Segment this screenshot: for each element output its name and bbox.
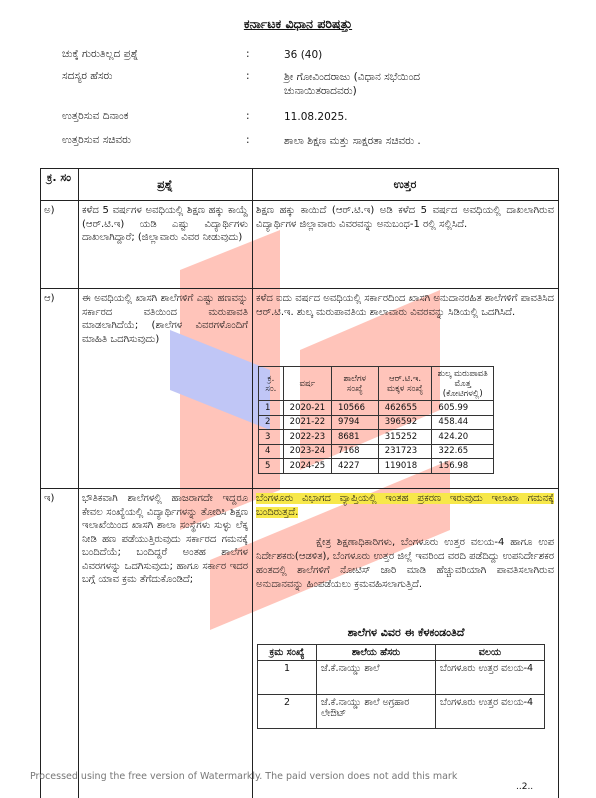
page-title: ಕರ್ನಾಟಕ ವಿಧಾನ ಪರಿಷತ್ತು [243,16,353,31]
meta-label: ಚುಕ್ಕೆ ಗುರುತಿಲ್ಲದ ಪ್ರಶ್ನೆ [62,48,139,60]
table-cell: 2 [258,695,317,729]
answer-text: ಕಳೆದ ಐದು ವರ್ಷದ ಅವಧಿಯಲ್ಲಿ ಸರ್ಕಾರದಿಂದ ಖಾಸಗಿ ಅನುದಾನರಹಿತ ಶಾಲೆಗಳಿಗೆ ಪಾವತಿಸಿದ ಆರ್.ಟಿ.ಇ. ಶುಲ್ಕ ಮರುಪಾವತಿಯ ಶಾಲಾವಾರು ವಿವರವನ್ನು ಸಿಡಿಯಲ್ಲಿ ಒದಗಿಸಿದೆ. [256,293,555,318]
watermark-notice: Processed using the free version of Watermarkly. The paid version does not add this mark [30,771,458,782]
table-cell: 396592 [378,415,432,430]
table-cell: 3 [259,430,284,445]
meta-label: ಸದಸ್ಯರ ಹೆಸರು [62,70,113,82]
table-cell: 315252 [378,430,432,445]
meta-value: ಶ್ರೀ ಗೋವಿಂದರಾಜು (ವಿಧಾನ ಸಭೆಯಿಂದ ಚುನಾಯಿತರಾದವರು) [284,71,421,97]
table-cell: 9794 [331,415,378,430]
meta-label: ಉತ್ತರಿಸುವ ಸಚಿವರು [62,134,131,146]
column-header: ವಲಯ [436,645,545,661]
column-header: ಶುಲ್ಕ ಮರುಪಾವತಿ ಮೊತ್ತ (ಕೋಟಿಗಳಲ್ಲಿ) [432,367,494,401]
table-border [252,168,253,798]
table-cell: 2021-22 [283,415,331,430]
table-cell: 424.20 [432,430,494,445]
reimbursement-table [258,366,494,474]
meta-colon: : [246,110,250,122]
table-border [40,288,558,289]
table-cell: 8681 [331,430,378,445]
table-header-row [258,645,545,661]
table-cell: ಬೆಂಗಳೂರು ಉತ್ತರ ವಲಯ-4 [436,695,545,729]
school-table-title: ಶಾಲೆಗಳ ವಿವರ ಈ ಕೆಳಕಂಡಂತಿದೆ [347,626,465,639]
row-number: ಅ) [44,205,55,216]
table-row [259,415,494,430]
column-header: ಶಾಲೆಗಳ ಸಂಖ್ಯೆ [331,367,378,401]
table-cell: 1 [259,401,284,416]
meta-value: 11.08.2025. [284,111,348,123]
question-text: ಕಳೆದ 5 ವರ್ಷಗಳ ಅವಧಿಯಲ್ಲಿ ಶಿಕ್ಷಣ ಹಕ್ಕು ಕಾಯ್ದೆ (ಆರ್.ಟಿ.ಇ) ಯಡಿ ಎಷ್ಟು ವಿದ್ಯಾರ್ಥಿಗಳು ದಾಖಲಾಗಿದ್ದಾರೆ; (ಜಿಲ್ಲಾವಾರು ವಿವರ ನೀಡುವುದು) [82,205,248,243]
meta-value: ಶಾಲಾ ಶಿಕ್ಷಣ ಮತ್ತು ಸಾಕ್ಷರತಾ ಸಚಿವರು . [284,135,421,147]
meta-value: 36 (40) [284,49,323,61]
table-cell: ಜೆ.ಕೆ.ನಾಯ್ಡು ಶಾಲೆ ಅಗ್ರಹಾರ ಲೇಔಟ್ [317,695,436,729]
table-cell: 10566 [331,401,378,416]
highlighted-text: ಬೆಂಗಳೂರು ವಿಭಾಗದ ವ್ಯಾಪ್ತಿಯಲ್ಲಿ ಇಂತಹ ಪ್ರಕರಣ ಇರುವುದು ಇಲಾಖಾ ಗಮನಕ್ಕೆ ಬಂದಿರುತ್ತದೆ. [256,493,554,518]
table-cell: ಜೆ.ಕೆ.ನಾಯ್ಡು ಶಾಲೆ [317,661,436,695]
column-header: ವರ್ಷ [283,367,331,401]
table-border [78,168,79,798]
table-cell: 458.44 [432,415,494,430]
table-border [40,168,558,169]
table-cell: 2022-23 [283,430,331,445]
column-header: ಶಾಲೆಯ ಹೆಸರು [317,645,436,661]
table-cell: 5 [259,459,284,474]
table-border [40,200,558,201]
table-cell: 462655 [378,401,432,416]
table-cell: 231723 [378,444,432,459]
table-row [259,459,494,474]
column-header: ಕ್ರ. ಸಂ. [259,367,284,401]
table-border [558,168,559,798]
table-cell: 119018 [378,459,432,474]
answer-text: ಶಿಕ್ಷಣ ಹಕ್ಕು ಕಾಯಿದೆ (ಆರ್.ಟಿ.ಇ) ಅಡಿ ಕಳೆದ 5 ವರ್ಷದ ಅವಧಿಯಲ್ಲಿ ದಾಖಲಾಗಿರುವ ವಿದ್ಯಾರ್ಥಿಗಳ ಜಿಲ್ಲಾವಾರು ವಿವರವನ್ನು ಅನುಬಂಧ-1 ರಲ್ಲಿ ಸಲ್ಲಿಸಿದೆ. [256,205,554,230]
table-cell: 605.99 [432,401,494,416]
table-cell: 1 [258,661,317,695]
table-header-row [259,367,494,401]
row-number: ಇ) [44,493,55,504]
meta-colon: : [246,70,250,82]
column-header: ಆರ್.ಟಿ.ಇ. ಮಕ್ಕಳ ಸಂಖ್ಯೆ [378,367,432,401]
table-cell: 4227 [331,459,378,474]
table-cell: ಬೆಂಗಳೂರು ಉತ್ತರ ವಲಯ-4 [436,661,545,695]
school-table [257,644,545,729]
table-row [259,401,494,416]
table-cell: 4 [259,444,284,459]
question-text: ಈ ಅವಧಿಯಲ್ಲಿ ಖಾಸಗಿ ಶಾಲೆಗಳಿಗೆ ಎಷ್ಟು ಹಣವನ್ನು ಸರ್ಕಾರದ ವತಿಯಿಂದ ಮರುಪಾವತಿ ಮಾಡಲಾಗಿದೆಯೆ; (ಶಾಲೆಗಳ ವಿವರಗಳೊಂದಿಗೆ ಮಾಹಿತಿ ಒದಗಿಸುವುದು) [82,293,248,345]
table-row [259,444,494,459]
table-row [259,430,494,445]
row-number: ಆ) [44,293,55,304]
header-answer: ಉತ್ತರ [393,178,417,191]
meta-colon: : [246,134,250,146]
table-cell: 2024-25 [283,459,331,474]
meta-label: ಉತ್ತರಿಸುವ ದಿನಾಂಕ [62,110,129,122]
column-header: ಕ್ರಮ ಸಂಖ್ಯೆ [258,645,317,661]
question-text: ಭೌತಿಕವಾಗಿ ಶಾಲೆಗಳಲ್ಲಿ ಹಾಜರಾಗದೇ ಇದ್ದರೂ ಕೇವಲ ಸಂಖ್ಯೆಯಲ್ಲಿ ವಿದ್ಯಾರ್ಥಿಗಳನ್ನು ತೋರಿಸಿ ಶಿಕ್ಷಣ ಇಲಾಖೆಯಿಂದ ಖಾಸಗಿ ಶಾಲಾ ಸಂಸ್ಥೆಗಳು ಸುಳ್ಳು ಲೆಕ್ಕ ನೀಡಿ ಹಣ ಪಡೆಯುತ್ತಿರುವುದು ಸರ್ಕಾರದ ಗಮನಕ್ಕೆ ಬಂದಿದೆಯೆ; ಬಂದಿದ್ದರೆ ಅಂತಹ ಶಾಲೆಗಳ ವಿವರಗಳನ್ನು ಒದಗಿಸುವುದು; ಹಾಗೂ ಸರ್ಕಾರ ಇದರ ಬಗ್ಗೆ ಯಾವ ಕ್ರಮ ತೆಗೆದುಕೊಂಡಿದೆ; [82,493,248,585]
table-cell: 2 [259,415,284,430]
header-question: ಪ್ರಶ್ನೆ [157,178,173,191]
answer-text: ಕ್ಷೇತ್ರ ಶಿಕ್ಷಣಾಧಿಕಾರಿಗಳು, ಬೆಂಗಳೂರು ಉತ್ತರ ವಲಯ-4 ಹಾಗೂ ಉಪ ನಿರ್ದೇಶಕರು(ಆಡಳಿತ), ಬೆಂಗಳೂರು ಉತ್ತರ ಜಿಲ್ಲೆ ಇವರಿಂದ ವರದಿ ಪಡೆದಿದ್ದು ಉಪನಿರ್ದೇಶಕರ ಹಂತದಲ್ಲಿ ಶಾಲೆಗಳಿಗೆ ನೋಟಿಸ್ ಜಾರಿ ಮಾಡಿ ಹೆಚ್ಚುವರಿಯಾಗಿ ಪಾವತಿಸಲಾಗಿರುವ ಅನುದಾನವನ್ನು ಹಿಂಪಡೆಯಲು ಕ್ರಮವಹಿಸಲಾಗುತ್ತಿದೆ. [256,537,554,590]
header-sl-no: ಕ್ರ. ಸಂ [46,171,72,184]
table-border [40,488,558,489]
table-cell: 156.98 [432,459,494,474]
table-cell: 2020-21 [283,401,331,416]
answer-highlight-text [256,492,554,520]
table-row [258,695,545,729]
table-border [40,168,41,798]
table-row [258,661,545,695]
table-cell: 322.65 [432,444,494,459]
table-cell: 2023-24 [283,444,331,459]
page-number: ..2.. [516,782,534,792]
meta-colon: : [246,48,250,60]
table-cell: 7168 [331,444,378,459]
